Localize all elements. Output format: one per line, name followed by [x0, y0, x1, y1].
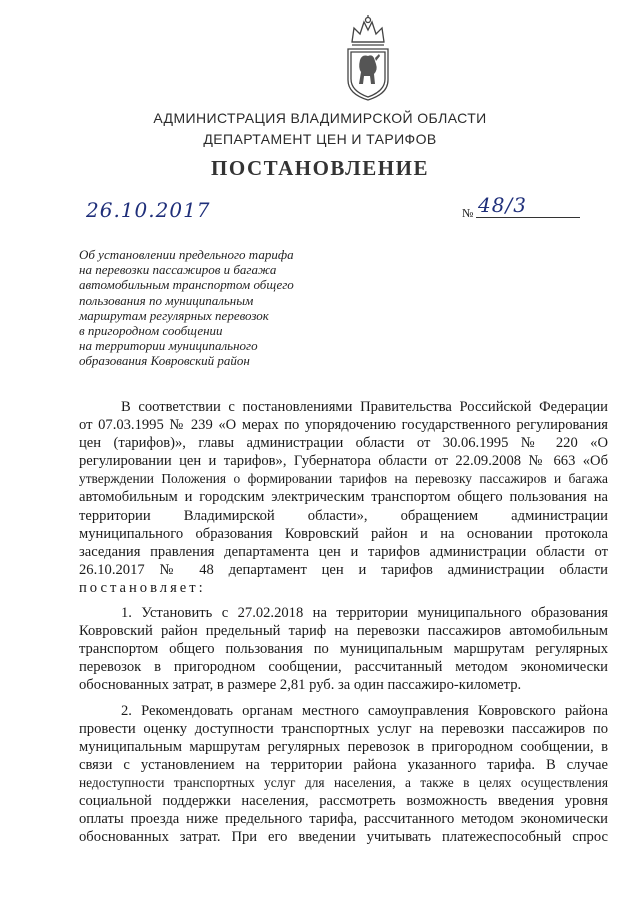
item1-line: обоснованных затрат, в размере 2,81 руб. за один пассажиро-километр. [79, 677, 522, 694]
item1-line: перевозок в пригородном сообщении, рассчитанный методом экономически [79, 659, 608, 676]
item2-line: муниципальным маршрутам регулярных перевозок в пригородном сообщении, в [79, 738, 608, 755]
subject-line: пользования по муниципальным [79, 292, 254, 308]
number-prefix: № [462, 206, 474, 220]
subject-line: Об установлении предельного тарифа [79, 247, 294, 262]
subject-line: маршрутам регулярных перевозок [79, 307, 269, 323]
item1-line: Ковровский район предельный тариф на перевозки пассажиров автомобильным [79, 623, 608, 640]
administration-name: АДМИНИСТРАЦИЯ ВЛАДИМИРСКОЙ ОБЛАСТИ [153, 110, 487, 126]
item1-line: 1. Установить с 27.02.2018 на территории муниципального образования [121, 605, 608, 622]
subject-line: в пригородном сообщении [79, 323, 223, 339]
preamble-line: 26.10.2017 № 48 департамент цен и тарифов администрации области [79, 561, 608, 578]
subject-line: автомобильным транспортом общего [79, 277, 294, 293]
subject-line: образования Ковровский район [79, 353, 250, 369]
document-type-title: ПОСТАНОВЛЕНИЕ [211, 156, 429, 180]
item2-line: социальной поддержки населения, рассмотреть возможность введения уровня [79, 792, 608, 809]
item2-line: связи с установлением на территории района указанного тарифа. В случае [79, 756, 608, 773]
item2-line: обоснованных затрат. При его введении учитывать платежеспособный спрос [79, 829, 608, 846]
item2-line: 2. Рекомендовать органам местного самоуправления Ковровского района [121, 702, 608, 719]
preamble-line: автомобильным и городским электрическим транспортом общего пользования на [79, 489, 608, 506]
resolves-word: постановляет: [79, 579, 206, 596]
item2-line: недоступности транспортных услуг для населения, а также в целях осуществления [79, 774, 608, 790]
item2-line: оплаты проезда ниже предельного тарифа, рассчитанного методом экономически [79, 811, 608, 828]
preamble-line: муниципального образования Ковровский район и на основании протокола [79, 525, 608, 542]
document-body [79, 398, 608, 846]
document-number: 48/3 [478, 193, 527, 217]
subject-line: на перевозки пассажиров и багажа [79, 262, 277, 278]
item1-line: транспортом общего пользования по муниципальным маршрутам регулярных [79, 641, 608, 658]
preamble-line: территории Владимирской области», обращением администрации [79, 507, 608, 524]
preamble-line: утверждении Положения о формировании тарифов на перевозку пассажиров и багажа [79, 471, 608, 487]
document-subject [79, 247, 309, 369]
document-date: 26.10.2017 [86, 198, 211, 222]
preamble-line: от 07.03.1995 № 239 «О мерах по упорядочению государственного регулирования [79, 417, 608, 434]
preamble-line: В соответствии с постановлениями Правительства Российской Федерации [121, 399, 608, 415]
coat-of-arms-icon [342, 14, 394, 102]
subject-line: на территории муниципального [79, 338, 258, 354]
preamble-line: заседания правления департамента цен и тарифов администрации области от [79, 543, 608, 560]
number-underline [476, 217, 580, 218]
department-name: ДЕПАРТАМЕНТ ЦЕН И ТАРИФОВ [203, 131, 437, 147]
item2-line: провести оценку доступности транспортных услуг на перевозки пассажиров по [79, 720, 608, 737]
preamble-line: регулировании цен и тарифов», Губернатора области от 22.09.2008 № 663 «Об [79, 453, 608, 470]
preamble-line: цен (тарифов)», главы администрации области от 30.06.1995 № 220 «О [79, 435, 608, 452]
